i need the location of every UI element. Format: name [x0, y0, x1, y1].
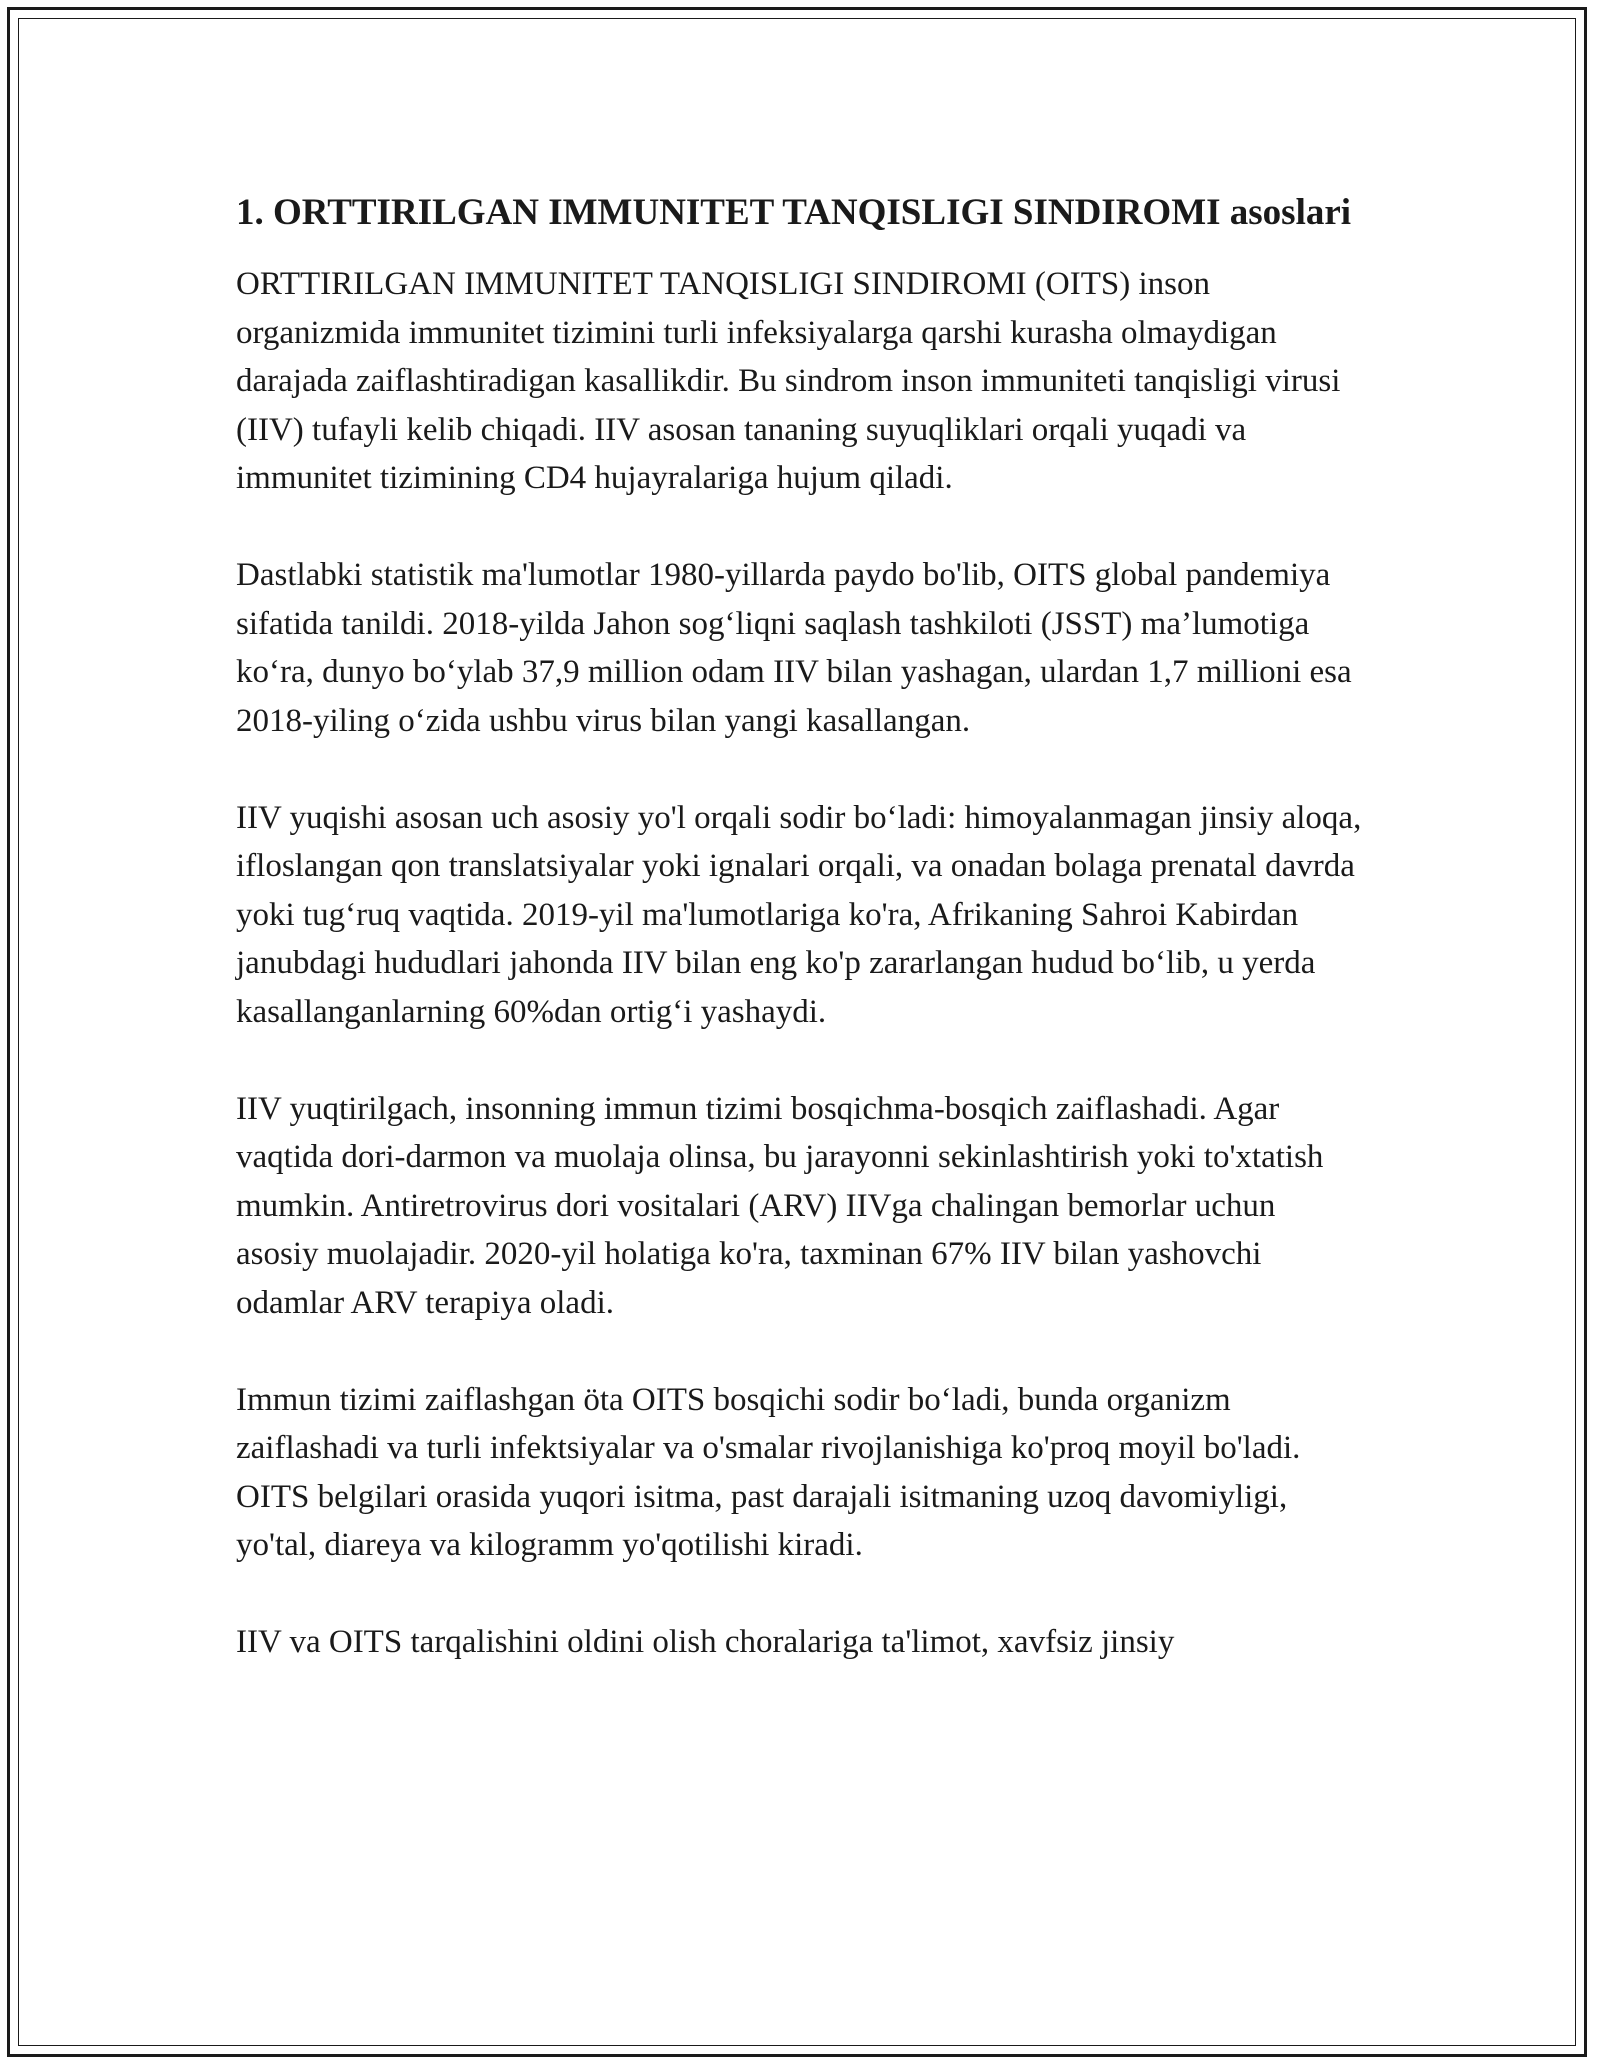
paragraph-2: Dastlabki statistik ma'lumotlar 1980-yillarda paydo bo'lib, OITS global pandemiya sifatida tanildi. 2018-yilda Jahon sog‘liqni saqlash tashkiloti (JSST) ma’lumotiga ko‘ra, dunyo bo‘ylab 37,9 million odam IIV bilan yashagan, ulardan 1,7 millioni esa 2018-yiling o‘zida ushbu virus bilan yangi kasallangan. [236, 557, 1352, 739]
section-heading: 1. ORTTIRILGAN IMMUNITET TANQISLIGI SINDIROMI asoslari [236, 192, 1352, 233]
paragraph-1: ORTTIRILGAN IMMUNITET TANQISLIGI SINDIROMI (OITS) inson organizmida immunitet tizimini turli infeksiyalarga qarshi kurasha olmaydigan darajada zaiflashtiradigan kasallikdir. Bu sindrom inson immuniteti tanqisligi virusi (IIV) tufayli kelib chiqadi. IIV asosan tananing suyuqliklari orqali yuqadi va immunitet tizimining CD4 hujayralariga hujum qiladi. [236, 266, 1341, 496]
document-body [236, 186, 1366, 1715]
paragraph-5: Immun tizimi zaiflashgan öta OITS bosqichi sodir bo‘ladi, bunda organizm zaiflashadi va turli infektsiyalar va o'smalar rivojlanishiga ko'proq moyil bo'ladi. OITS belgilari orasida yuqori isitma, past darajali isitmaning uzoq davomiyligi, yo'tal, diareya va kilogramm yo'qotilishi kiradi. [236, 1381, 1301, 1563]
paragraph-6: IIV va OITS tarqalishini oldini olish choralariga ta'limot, xavfsiz jinsiy [236, 1624, 1175, 1660]
paragraph-3: IIV yuqishi asosan uch asosiy yo'l orqali sodir bo‘ladi: himoyalanmagan jinsiy aloqa, ifloslangan qon translatsiyalar yoki ignalari orqali, va onadan bolaga prenatal davrda yoki tug‘ruq vaqtida. 2019-yil ma'lumotlariga ko'ra, Afrikaning Sahroi Kabirdan janubdagi hududlari jahonda IIV bilan eng ko'p zararlangan hudud bo‘lib, u yerda kasallanganlarning 60%dan ortig‘i yashaydi. [236, 799, 1362, 1030]
paragraph-4: IIV yuqtirilgach, insonning immun tizimi bosqichma-bosqich zaiflashadi. Agar vaqtida dori-darmon va muolaja olinsa, bu jarayonni sekinlashtirish yoki to'xtatish mumkin. Antiretrovirus dori vositalari (ARV) IIVga chalingan bemorlar uchun asosiy muolajadir. 2020-yil holatiga ko'ra, taxminan 67% IIV bilan yashovchi odamlar ARV terapiya oladi. [236, 1090, 1324, 1321]
